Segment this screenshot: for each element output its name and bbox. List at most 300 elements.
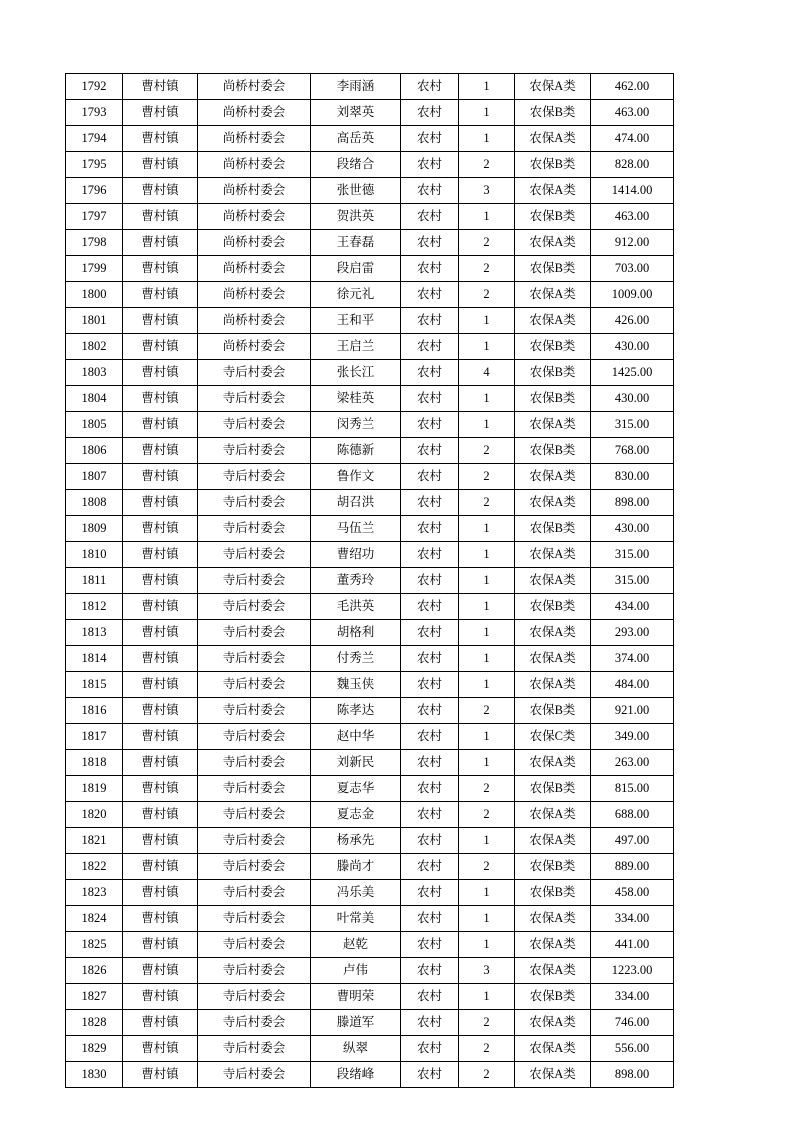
cell-id: 1827 xyxy=(66,984,123,1010)
cell-amount: 1414.00 xyxy=(591,178,674,204)
cell-name: 王启兰 xyxy=(311,334,401,360)
cell-type: 农村 xyxy=(401,724,459,750)
table-row xyxy=(66,932,674,958)
cell-insurance: 农保A类 xyxy=(515,1062,591,1088)
table-row xyxy=(66,308,674,334)
cell-amount: 458.00 xyxy=(591,880,674,906)
cell-name: 胡格利 xyxy=(311,620,401,646)
cell-amount: 334.00 xyxy=(591,984,674,1010)
table-row xyxy=(66,984,674,1010)
cell-name: 闵秀兰 xyxy=(311,412,401,438)
table-row xyxy=(66,958,674,984)
cell-insurance: 农保B类 xyxy=(515,698,591,724)
cell-type: 农村 xyxy=(401,984,459,1010)
cell-count: 2 xyxy=(459,802,515,828)
cell-name: 段绪合 xyxy=(311,152,401,178)
cell-count: 2 xyxy=(459,230,515,256)
cell-type: 农村 xyxy=(401,906,459,932)
cell-amount: 430.00 xyxy=(591,516,674,542)
cell-name: 滕道军 xyxy=(311,1010,401,1036)
cell-village: 寺后村委会 xyxy=(198,568,311,594)
cell-type: 农村 xyxy=(401,854,459,880)
cell-village: 寺后村委会 xyxy=(198,360,311,386)
table-row xyxy=(66,906,674,932)
cell-count: 1 xyxy=(459,828,515,854)
cell-town: 曹村镇 xyxy=(123,360,198,386)
cell-insurance: 农保A类 xyxy=(515,74,591,100)
cell-village: 寺后村委会 xyxy=(198,672,311,698)
cell-village: 寺后村委会 xyxy=(198,620,311,646)
cell-name: 贺洪英 xyxy=(311,204,401,230)
cell-amount: 830.00 xyxy=(591,464,674,490)
cell-id: 1807 xyxy=(66,464,123,490)
cell-insurance: 农保B类 xyxy=(515,880,591,906)
cell-town: 曹村镇 xyxy=(123,620,198,646)
cell-count: 1 xyxy=(459,308,515,334)
cell-name: 李雨涵 xyxy=(311,74,401,100)
cell-count: 1 xyxy=(459,932,515,958)
cell-id: 1818 xyxy=(66,750,123,776)
cell-count: 2 xyxy=(459,464,515,490)
cell-count: 1 xyxy=(459,516,515,542)
cell-village: 尚桥村委会 xyxy=(198,126,311,152)
cell-amount: 688.00 xyxy=(591,802,674,828)
cell-id: 1811 xyxy=(66,568,123,594)
cell-insurance: 农保A类 xyxy=(515,932,591,958)
cell-insurance: 农保B类 xyxy=(515,854,591,880)
cell-id: 1804 xyxy=(66,386,123,412)
cell-id: 1805 xyxy=(66,412,123,438)
cell-type: 农村 xyxy=(401,880,459,906)
cell-name: 高岳英 xyxy=(311,126,401,152)
table-row xyxy=(66,542,674,568)
cell-count: 2 xyxy=(459,1062,515,1088)
cell-count: 3 xyxy=(459,178,515,204)
cell-count: 1 xyxy=(459,412,515,438)
table-row xyxy=(66,100,674,126)
cell-town: 曹村镇 xyxy=(123,1010,198,1036)
cell-id: 1794 xyxy=(66,126,123,152)
cell-name: 鲁作文 xyxy=(311,464,401,490)
cell-village: 尚桥村委会 xyxy=(198,178,311,204)
cell-id: 1793 xyxy=(66,100,123,126)
cell-insurance: 农保B类 xyxy=(515,776,591,802)
table-body xyxy=(66,74,674,1088)
cell-amount: 484.00 xyxy=(591,672,674,698)
cell-town: 曹村镇 xyxy=(123,256,198,282)
cell-type: 农村 xyxy=(401,646,459,672)
table-row xyxy=(66,282,674,308)
cell-insurance: 农保B类 xyxy=(515,516,591,542)
cell-id: 1797 xyxy=(66,204,123,230)
cell-amount: 430.00 xyxy=(591,334,674,360)
cell-amount: 463.00 xyxy=(591,100,674,126)
cell-town: 曹村镇 xyxy=(123,906,198,932)
cell-id: 1809 xyxy=(66,516,123,542)
cell-type: 农村 xyxy=(401,828,459,854)
cell-amount: 828.00 xyxy=(591,152,674,178)
cell-count: 2 xyxy=(459,438,515,464)
cell-village: 寺后村委会 xyxy=(198,490,311,516)
table-row xyxy=(66,672,674,698)
cell-id: 1829 xyxy=(66,1036,123,1062)
cell-insurance: 农保B类 xyxy=(515,438,591,464)
cell-town: 曹村镇 xyxy=(123,334,198,360)
cell-amount: 349.00 xyxy=(591,724,674,750)
cell-town: 曹村镇 xyxy=(123,1062,198,1088)
cell-town: 曹村镇 xyxy=(123,438,198,464)
cell-amount: 441.00 xyxy=(591,932,674,958)
cell-count: 2 xyxy=(459,1010,515,1036)
cell-type: 农村 xyxy=(401,126,459,152)
cell-amount: 703.00 xyxy=(591,256,674,282)
cell-id: 1796 xyxy=(66,178,123,204)
cell-id: 1806 xyxy=(66,438,123,464)
cell-village: 尚桥村委会 xyxy=(198,74,311,100)
cell-count: 2 xyxy=(459,698,515,724)
table-row xyxy=(66,126,674,152)
cell-count: 1 xyxy=(459,568,515,594)
cell-village: 寺后村委会 xyxy=(198,880,311,906)
table-row xyxy=(66,828,674,854)
cell-town: 曹村镇 xyxy=(123,802,198,828)
cell-name: 王和平 xyxy=(311,308,401,334)
table-row xyxy=(66,854,674,880)
cell-count: 1 xyxy=(459,646,515,672)
cell-type: 农村 xyxy=(401,308,459,334)
cell-insurance: 农保B类 xyxy=(515,984,591,1010)
cell-amount: 921.00 xyxy=(591,698,674,724)
cell-insurance: 农保B类 xyxy=(515,204,591,230)
table-row xyxy=(66,178,674,204)
cell-insurance: 农保B类 xyxy=(515,152,591,178)
cell-insurance: 农保A类 xyxy=(515,230,591,256)
cell-name: 陈孝达 xyxy=(311,698,401,724)
cell-count: 2 xyxy=(459,152,515,178)
cell-village: 寺后村委会 xyxy=(198,698,311,724)
cell-insurance: 农保B类 xyxy=(515,360,591,386)
table-row xyxy=(66,802,674,828)
cell-name: 王春磊 xyxy=(311,230,401,256)
cell-insurance: 农保A类 xyxy=(515,126,591,152)
table-row xyxy=(66,360,674,386)
cell-insurance: 农保A类 xyxy=(515,568,591,594)
cell-count: 1 xyxy=(459,594,515,620)
cell-id: 1826 xyxy=(66,958,123,984)
cell-count: 2 xyxy=(459,490,515,516)
cell-amount: 462.00 xyxy=(591,74,674,100)
cell-count: 1 xyxy=(459,334,515,360)
cell-type: 农村 xyxy=(401,802,459,828)
cell-count: 1 xyxy=(459,906,515,932)
cell-village: 寺后村委会 xyxy=(198,1010,311,1036)
cell-count: 1 xyxy=(459,724,515,750)
cell-id: 1795 xyxy=(66,152,123,178)
cell-count: 1 xyxy=(459,750,515,776)
cell-type: 农村 xyxy=(401,568,459,594)
cell-village: 寺后村委会 xyxy=(198,776,311,802)
cell-amount: 556.00 xyxy=(591,1036,674,1062)
cell-town: 曹村镇 xyxy=(123,282,198,308)
cell-insurance: 农保A类 xyxy=(515,750,591,776)
cell-id: 1792 xyxy=(66,74,123,100)
cell-town: 曹村镇 xyxy=(123,126,198,152)
cell-id: 1820 xyxy=(66,802,123,828)
cell-id: 1815 xyxy=(66,672,123,698)
cell-town: 曹村镇 xyxy=(123,724,198,750)
cell-id: 1816 xyxy=(66,698,123,724)
cell-type: 农村 xyxy=(401,204,459,230)
cell-insurance: 农保B类 xyxy=(515,256,591,282)
table-row xyxy=(66,490,674,516)
cell-type: 农村 xyxy=(401,958,459,984)
cell-town: 曹村镇 xyxy=(123,490,198,516)
table-row xyxy=(66,438,674,464)
cell-insurance: 农保B类 xyxy=(515,100,591,126)
cell-count: 1 xyxy=(459,672,515,698)
cell-village: 寺后村委会 xyxy=(198,542,311,568)
cell-type: 农村 xyxy=(401,152,459,178)
cell-amount: 315.00 xyxy=(591,412,674,438)
table-row xyxy=(66,568,674,594)
cell-type: 农村 xyxy=(401,932,459,958)
cell-insurance: 农保A类 xyxy=(515,906,591,932)
cell-id: 1801 xyxy=(66,308,123,334)
cell-count: 1 xyxy=(459,74,515,100)
cell-amount: 898.00 xyxy=(591,490,674,516)
cell-amount: 315.00 xyxy=(591,542,674,568)
cell-name: 张长江 xyxy=(311,360,401,386)
cell-count: 2 xyxy=(459,256,515,282)
cell-insurance: 农保C类 xyxy=(515,724,591,750)
cell-count: 3 xyxy=(459,958,515,984)
cell-village: 寺后村委会 xyxy=(198,412,311,438)
cell-name: 马伍兰 xyxy=(311,516,401,542)
cell-town: 曹村镇 xyxy=(123,386,198,412)
cell-id: 1814 xyxy=(66,646,123,672)
cell-type: 农村 xyxy=(401,360,459,386)
cell-village: 寺后村委会 xyxy=(198,386,311,412)
cell-amount: 374.00 xyxy=(591,646,674,672)
cell-id: 1808 xyxy=(66,490,123,516)
cell-name: 魏玉侠 xyxy=(311,672,401,698)
cell-insurance: 农保A类 xyxy=(515,672,591,698)
cell-name: 曹明荣 xyxy=(311,984,401,1010)
cell-town: 曹村镇 xyxy=(123,698,198,724)
cell-id: 1812 xyxy=(66,594,123,620)
cell-town: 曹村镇 xyxy=(123,1036,198,1062)
table-row xyxy=(66,880,674,906)
cell-town: 曹村镇 xyxy=(123,594,198,620)
cell-amount: 497.00 xyxy=(591,828,674,854)
cell-type: 农村 xyxy=(401,412,459,438)
cell-insurance: 农保A类 xyxy=(515,282,591,308)
cell-insurance: 农保A类 xyxy=(515,308,591,334)
table-row xyxy=(66,620,674,646)
cell-village: 寺后村委会 xyxy=(198,594,311,620)
table-row xyxy=(66,1036,674,1062)
cell-insurance: 农保A类 xyxy=(515,646,591,672)
cell-village: 尚桥村委会 xyxy=(198,204,311,230)
cell-name: 刘新民 xyxy=(311,750,401,776)
table-row xyxy=(66,230,674,256)
cell-village: 尚桥村委会 xyxy=(198,334,311,360)
cell-town: 曹村镇 xyxy=(123,750,198,776)
cell-insurance: 农保A类 xyxy=(515,620,591,646)
cell-village: 尚桥村委会 xyxy=(198,282,311,308)
cell-town: 曹村镇 xyxy=(123,204,198,230)
cell-count: 1 xyxy=(459,204,515,230)
cell-name: 叶常美 xyxy=(311,906,401,932)
cell-type: 农村 xyxy=(401,100,459,126)
cell-name: 刘翠英 xyxy=(311,100,401,126)
cell-amount: 898.00 xyxy=(591,1062,674,1088)
cell-town: 曹村镇 xyxy=(123,776,198,802)
cell-count: 2 xyxy=(459,282,515,308)
cell-town: 曹村镇 xyxy=(123,516,198,542)
cell-type: 农村 xyxy=(401,256,459,282)
cell-amount: 463.00 xyxy=(591,204,674,230)
cell-type: 农村 xyxy=(401,1010,459,1036)
cell-amount: 1009.00 xyxy=(591,282,674,308)
cell-name: 付秀兰 xyxy=(311,646,401,672)
table-row xyxy=(66,386,674,412)
cell-village: 寺后村委会 xyxy=(198,646,311,672)
table-row xyxy=(66,1062,674,1088)
cell-amount: 1223.00 xyxy=(591,958,674,984)
cell-name: 冯乐美 xyxy=(311,880,401,906)
cell-village: 寺后村委会 xyxy=(198,906,311,932)
cell-village: 寺后村委会 xyxy=(198,516,311,542)
cell-count: 1 xyxy=(459,880,515,906)
cell-insurance: 农保A类 xyxy=(515,464,591,490)
cell-name: 夏志华 xyxy=(311,776,401,802)
cell-name: 段启雷 xyxy=(311,256,401,282)
cell-name: 赵乾 xyxy=(311,932,401,958)
cell-type: 农村 xyxy=(401,620,459,646)
cell-count: 1 xyxy=(459,620,515,646)
cell-amount: 434.00 xyxy=(591,594,674,620)
cell-village: 尚桥村委会 xyxy=(198,230,311,256)
cell-name: 卢伟 xyxy=(311,958,401,984)
cell-amount: 746.00 xyxy=(591,1010,674,1036)
cell-type: 农村 xyxy=(401,672,459,698)
cell-id: 1803 xyxy=(66,360,123,386)
cell-insurance: 农保A类 xyxy=(515,542,591,568)
table-row xyxy=(66,74,674,100)
cell-type: 农村 xyxy=(401,464,459,490)
cell-id: 1800 xyxy=(66,282,123,308)
cell-amount: 912.00 xyxy=(591,230,674,256)
cell-name: 陈德新 xyxy=(311,438,401,464)
cell-insurance: 农保A类 xyxy=(515,802,591,828)
cell-type: 农村 xyxy=(401,282,459,308)
table-row xyxy=(66,646,674,672)
cell-amount: 263.00 xyxy=(591,750,674,776)
table-row xyxy=(66,516,674,542)
cell-insurance: 农保A类 xyxy=(515,828,591,854)
cell-name: 梁桂英 xyxy=(311,386,401,412)
cell-town: 曹村镇 xyxy=(123,100,198,126)
cell-type: 农村 xyxy=(401,776,459,802)
cell-name: 赵中华 xyxy=(311,724,401,750)
cell-type: 农村 xyxy=(401,516,459,542)
cell-type: 农村 xyxy=(401,1062,459,1088)
cell-name: 徐元礼 xyxy=(311,282,401,308)
cell-type: 农村 xyxy=(401,1036,459,1062)
cell-amount: 815.00 xyxy=(591,776,674,802)
table-row xyxy=(66,724,674,750)
table-row xyxy=(66,204,674,230)
cell-village: 寺后村委会 xyxy=(198,958,311,984)
cell-village: 寺后村委会 xyxy=(198,464,311,490)
cell-town: 曹村镇 xyxy=(123,542,198,568)
cell-name: 纵翠 xyxy=(311,1036,401,1062)
cell-type: 农村 xyxy=(401,230,459,256)
cell-id: 1830 xyxy=(66,1062,123,1088)
cell-town: 曹村镇 xyxy=(123,880,198,906)
cell-town: 曹村镇 xyxy=(123,74,198,100)
table-row xyxy=(66,1010,674,1036)
cell-type: 农村 xyxy=(401,698,459,724)
cell-town: 曹村镇 xyxy=(123,412,198,438)
cell-town: 曹村镇 xyxy=(123,854,198,880)
cell-village: 尚桥村委会 xyxy=(198,256,311,282)
benefits-table xyxy=(65,73,674,1088)
cell-id: 1813 xyxy=(66,620,123,646)
cell-count: 1 xyxy=(459,386,515,412)
cell-name: 杨承先 xyxy=(311,828,401,854)
cell-amount: 315.00 xyxy=(591,568,674,594)
cell-type: 农村 xyxy=(401,490,459,516)
cell-village: 寺后村委会 xyxy=(198,802,311,828)
cell-name: 曹绍功 xyxy=(311,542,401,568)
table-row xyxy=(66,152,674,178)
cell-town: 曹村镇 xyxy=(123,958,198,984)
cell-village: 寺后村委会 xyxy=(198,984,311,1010)
table-row xyxy=(66,776,674,802)
cell-name: 毛洪英 xyxy=(311,594,401,620)
cell-type: 农村 xyxy=(401,750,459,776)
cell-type: 农村 xyxy=(401,594,459,620)
cell-village: 寺后村委会 xyxy=(198,438,311,464)
cell-village: 寺后村委会 xyxy=(198,828,311,854)
cell-type: 农村 xyxy=(401,438,459,464)
cell-amount: 1425.00 xyxy=(591,360,674,386)
cell-village: 寺后村委会 xyxy=(198,724,311,750)
cell-count: 1 xyxy=(459,126,515,152)
table-row xyxy=(66,334,674,360)
cell-town: 曹村镇 xyxy=(123,308,198,334)
cell-type: 农村 xyxy=(401,542,459,568)
cell-village: 寺后村委会 xyxy=(198,750,311,776)
cell-id: 1828 xyxy=(66,1010,123,1036)
cell-insurance: 农保A类 xyxy=(515,178,591,204)
cell-amount: 430.00 xyxy=(591,386,674,412)
cell-insurance: 农保B类 xyxy=(515,386,591,412)
cell-town: 曹村镇 xyxy=(123,178,198,204)
cell-town: 曹村镇 xyxy=(123,828,198,854)
cell-name: 张世德 xyxy=(311,178,401,204)
cell-type: 农村 xyxy=(401,178,459,204)
cell-amount: 474.00 xyxy=(591,126,674,152)
cell-town: 曹村镇 xyxy=(123,230,198,256)
cell-amount: 293.00 xyxy=(591,620,674,646)
cell-type: 农村 xyxy=(401,74,459,100)
cell-village: 寺后村委会 xyxy=(198,932,311,958)
cell-id: 1825 xyxy=(66,932,123,958)
cell-id: 1819 xyxy=(66,776,123,802)
